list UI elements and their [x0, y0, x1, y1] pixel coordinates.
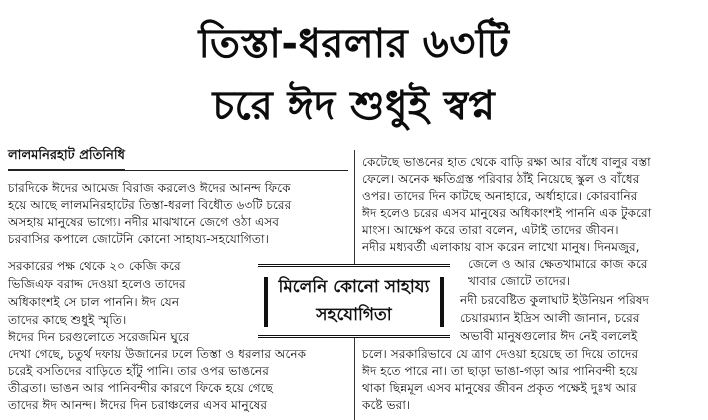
byline: লালমনিরহাট প্রতিনিধি — [8, 146, 125, 170]
right-column-line: ওপর। তাদের দিন কাটছে অনাহারে, অর্ধাহারে। কোরবানির — [362, 189, 638, 203]
left-column-line: চরেই বসতিদের বাড়িতে হাঁটু পানি। তার ওপর ভাঙনের — [8, 364, 269, 378]
left-column-line: চারদিকে ঈদের আমেজ বিরাজ করলেও ঈদের আনন্দ ফিকে — [8, 181, 291, 195]
right-column-line: কেটেছে ভাঙনের হাত থেকে বাড়ি রক্ষা আর বাঁধে বালুর বস্তা — [362, 155, 651, 169]
right-column-line: কষ্টে ভরা। — [362, 398, 411, 412]
left-column-line: ঈদের দিন চরগুলোতে সরেজমিন ঘুরে — [8, 330, 190, 344]
left-column-line: ভিজিএফ বরাদ্দ দেওয়া হলেও তাদের — [8, 277, 186, 291]
left-column-line: সরকারের পক্ষ থেকে ২০ কেজি করে — [8, 259, 181, 273]
right-column-line: ঈদ হতে পারে না। তা ছাড়া ভাঙা-গড়া আর পানিবন্দী হয়ে — [362, 364, 638, 378]
right-column-line: চলে। সরকারিভাবে যে ত্রাণ দেওয়া হয়েছে তা দিয়ে তাদের — [362, 347, 639, 361]
headline-line-1: তিস্তা-ধরলার ৬৩টি — [198, 21, 510, 67]
left-column-line: তাদের ঈদ আনন্দ। ঈদের দিন চরাঞ্চলের এসব মানুষের — [8, 398, 268, 412]
right-column-line: মাংস। আক্ষেপ করে তারা বলেন, এটাই তাদের জীবন। — [362, 223, 619, 237]
byline-rule — [8, 170, 348, 171]
right-column-line: থাকা ছিন্নমূল এসব মানুষের জীবন প্রকৃত পক্ষেই দুঃখ আর — [362, 381, 637, 395]
right-column-line: জেলে ও আর ক্ষেতখামারে কাজ করে — [468, 257, 648, 271]
right-column-line: নদীর মধ্যবর্তী এলাকায় বাস করেন লাখো মানুষ। দিনমজুর, — [362, 240, 640, 254]
pull-quote-line-2: সহযোগিতা — [316, 305, 392, 325]
headline-line-2: চরে ঈদ শুধুই স্বপ্ন — [212, 83, 496, 129]
left-column-line: হয়ে আছে লালমনিরহাটের তিস্তা-ধরলা বিধৌত ৬৩টি চরের — [8, 198, 292, 212]
left-column-line: তীব্রতা। ভাঙন আর পানিবন্দীর কারণে ফিকে হয়ে গেছে — [8, 381, 274, 395]
left-column-line: অসহায় মানুষের ভাগ্যে। নদীর মাঝখানে জেগে ওঠা এসব — [8, 215, 280, 229]
pull-quote-line-1: মিলেনি কোনো সাহায্য — [278, 277, 430, 297]
right-column-line: ফেলে। অনেক ক্ষতিগ্রস্ত পরিবার ঠাঁই নিয়েছে স্কুল ও বাঁধের — [362, 172, 640, 186]
right-column-line: ঈদ হলেও চরের এসব মানুষের অধিকাংশই পাননি এক টুকরো — [362, 206, 652, 220]
right-column-line: নদী চরবেষ্টিত কুলাঘাট ইউনিয়ন পরিষদ — [460, 293, 650, 307]
left-column-line: দেখা গেছে, চতুর্থ দফায় উজানের ঢলে তিস্তা ও ধরলার অনেক — [8, 347, 307, 361]
left-column-line: চরবাসির কপালে জোটেনি কোনো সাহায্য-সহযোগিতা। — [8, 232, 269, 246]
left-column-line: অধিকাংশই সে চাল পাননি। ঈদ যেন — [8, 295, 180, 309]
pull-quote-box — [258, 264, 450, 338]
right-column-line: অভাবী মানুষগুলোর ঈদ নেই বললেই — [460, 329, 638, 343]
left-column-line: তাদের কাছে শুধুই স্মৃতি। — [8, 313, 127, 327]
right-column-line: চেয়ারম্যান ইদ্রিস আলী জানান, চরের — [460, 311, 640, 325]
right-column-line: খাবার জোটে তাদের। — [468, 274, 571, 288]
